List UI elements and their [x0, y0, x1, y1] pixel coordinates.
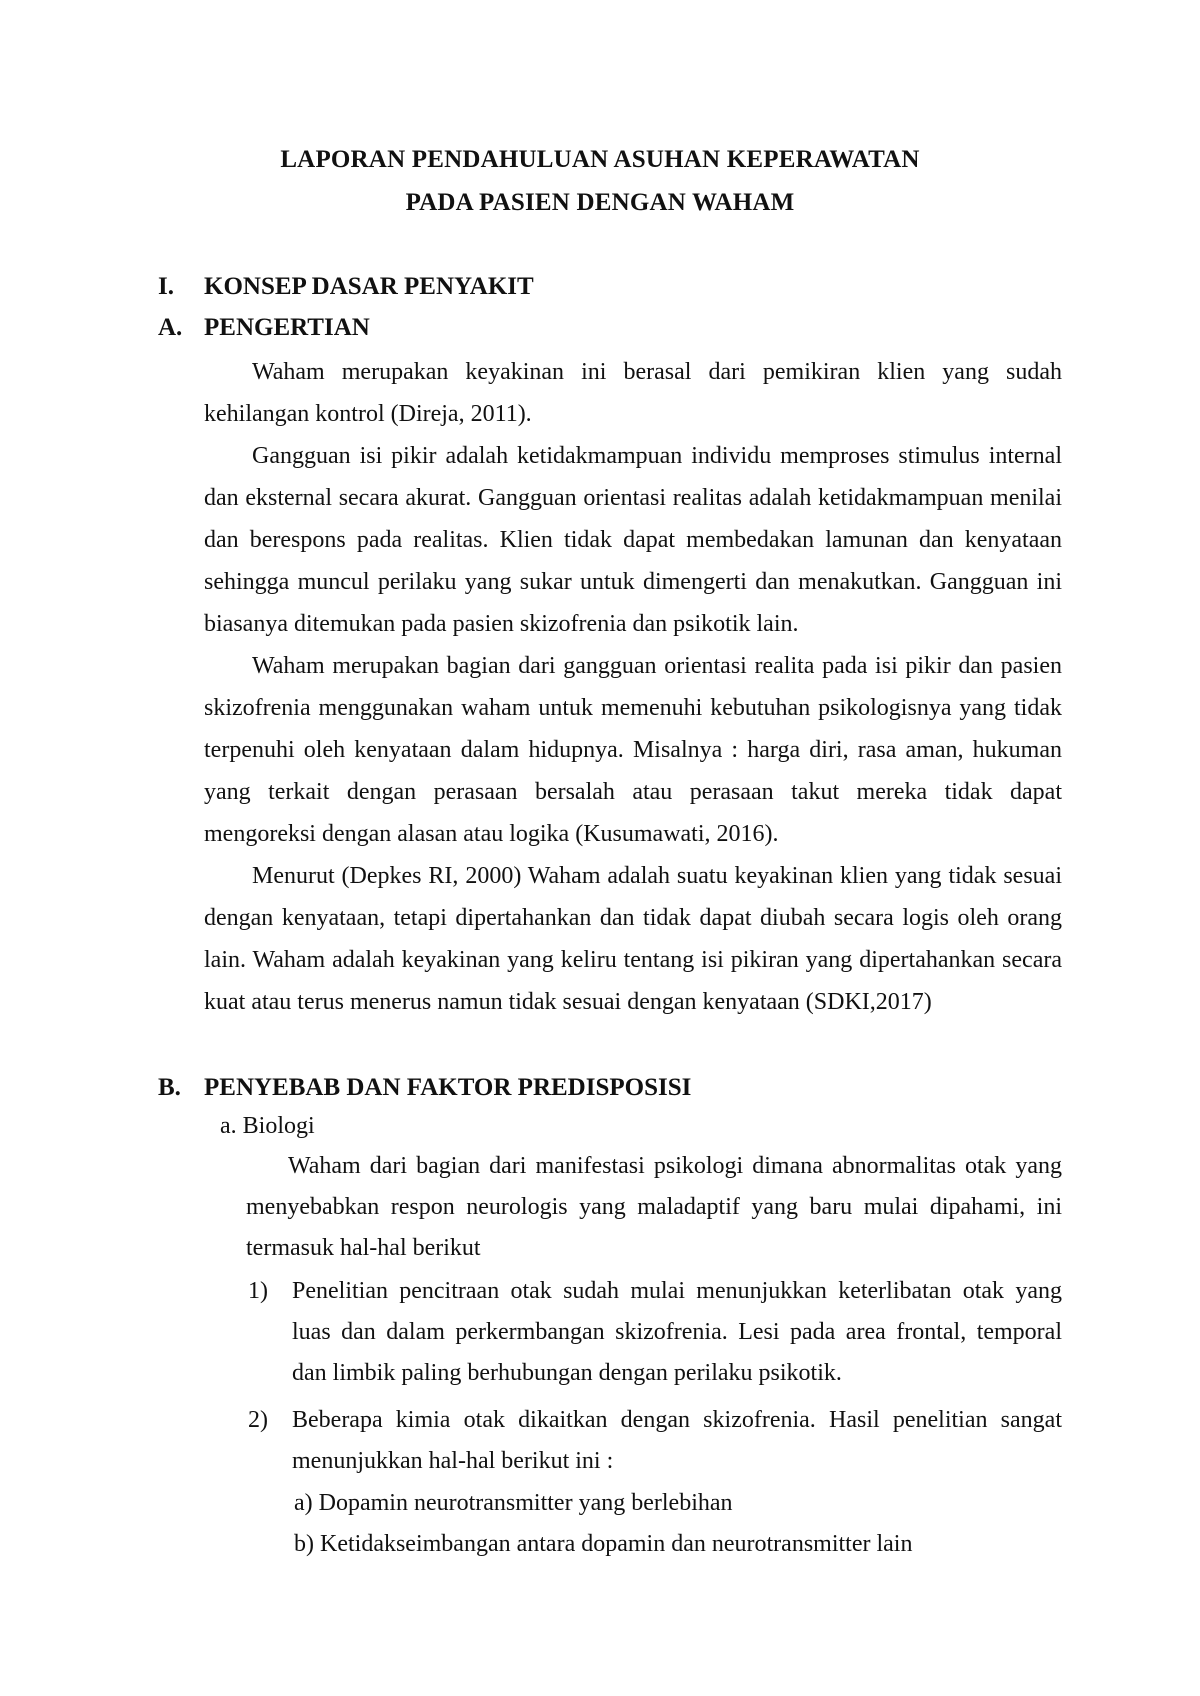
section-number: A. [158, 314, 183, 341]
section-number: B. [158, 1074, 181, 1101]
section-heading-penyebab [158, 1074, 691, 1102]
paragraph: Gangguan isi pikir adalah ketidakmampuan individu memproses stimulus internal dan eksternal secara akurat. Gangguan orientasi realitas adalah ketidakmampuan menilai dan berespons pada realitas. Klien tidak dapat membedakan lamunan dan kenyataan sehingga muncul perilaku yang sukar untuk dimengerti dan menakutkan. Gangguan ini biasanya ditemukan pada pasien skizofrenia dan psikotik lain. [204, 443, 1062, 637]
section-label: KONSEP DASAR PENYAKIT [204, 273, 534, 300]
list-item-text: Beberapa kimia otak dikaitkan dengan skizofrenia. Hasil penelitian sangat menunjukkan hal-hal berikut ini : [292, 1407, 1062, 1474]
pengertian-body [204, 351, 1062, 1023]
document-title-line1: LAPORAN PENDAHULUAN ASUHAN KEPERAWATAN [280, 146, 920, 173]
sub-list-item: b) Ketidakseimbangan antara dopamin dan neurotransmitter lain [294, 1531, 913, 1557]
paragraph: Waham merupakan keyakinan ini berasal dari pemikiran klien yang sudah kehilangan kontrol (Direja, 2011). [204, 359, 1062, 427]
paragraph: Waham dari bagian dari manifestasi psikologi dimana abnormalitas otak yang menyebabkan respon neurologis yang maladaptif yang baru mulai dipahami, ini termasuk hal-hal berikut [246, 1153, 1062, 1261]
section-number: I. [158, 273, 174, 300]
section-heading-pengertian [158, 314, 370, 342]
subsection-biologi: a. Biologi [220, 1113, 315, 1139]
list-marker: 2) [248, 1407, 268, 1433]
list-item-text: Penelitian pencitraan otak sudah mulai menunjukkan keterlibatan otak yang luas dan dalam perkermbangan skizofrenia. Lesi pada area frontal, temporal dan limbik paling berhubungan dengan perilaku psikotik. [292, 1278, 1062, 1386]
sub-list-item: a) Dopamin neurotransmitter yang berlebihan [294, 1490, 733, 1516]
biologi-body [246, 1146, 1062, 1269]
paragraph: Menurut (Depkes RI, 2000) Waham adalah suatu keyakinan klien yang tidak sesuai dengan kenyataan, tetapi dipertahankan dan tidak dapat diubah secara logis oleh orang lain. Waham adalah keyakinan yang keliru tentang isi pikiran yang dipertahankan secara kuat atau terus menerus namun tidak sesuai dengan kenyataan (SDKI,2017) [204, 863, 1062, 1015]
document-title-line2: PADA PASIEN DENGAN WAHAM [405, 189, 795, 216]
section-heading-konsep [158, 273, 534, 301]
list-item [248, 1271, 1062, 1394]
list-item [248, 1400, 1062, 1482]
list-marker: 1) [248, 1278, 268, 1304]
paragraph: Waham merupakan bagian dari gangguan orientasi realita pada isi pikir dan pasien skizofrenia menggunakan waham untuk memenuhi kebutuhan psikologisnya yang tidak terpenuhi oleh kenyataan dalam hidupnya. Misalnya : harga diri, rasa aman, hukuman yang terkait dengan perasaan bersalah atau perasaan takut mereka tidak dapat mengoreksi dengan alasan atau logika (Kusumawati, 2016). [204, 653, 1062, 847]
section-label: PENGERTIAN [204, 314, 370, 341]
section-label: PENYEBAB DAN FAKTOR PREDISPOSISI [204, 1074, 692, 1101]
